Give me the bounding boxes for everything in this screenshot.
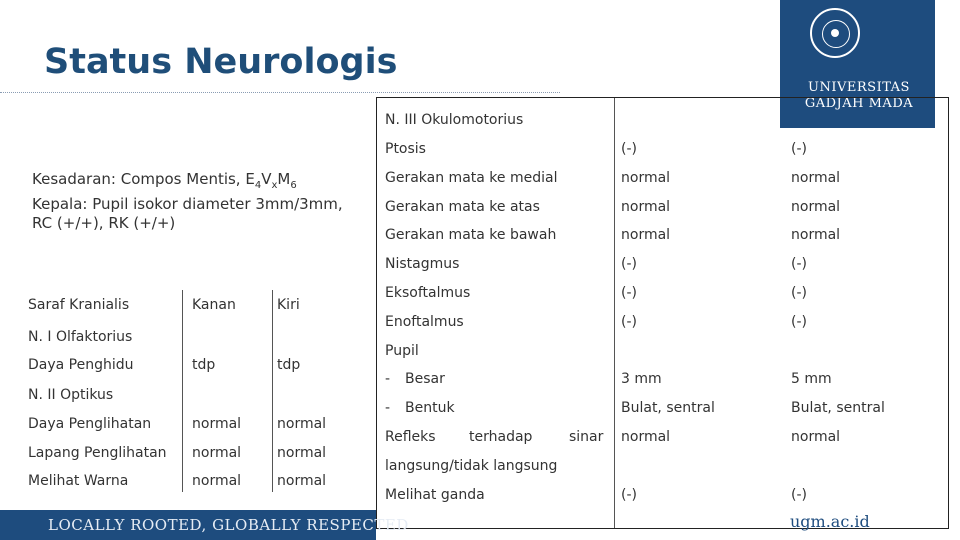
- page-title: Status Neurologis: [44, 42, 398, 82]
- footer-banner: [0, 510, 409, 540]
- kesadaran-line: Kesadaran: Compos Mentis, $E_4V_xM_6$: [32, 170, 297, 191]
- title-divider: [0, 92, 560, 93]
- header-saraf: Saraf Kranialis: [28, 297, 130, 313]
- header-okulomotorius: N. III Okulomotorius: [385, 112, 524, 128]
- logo-line-1: UNIVERSITAS: [808, 80, 910, 95]
- logo-line-2: GADJAH MADA: [804, 96, 914, 111]
- section-pupil: Pupil: [385, 343, 419, 359]
- footer-url: ugm.ac.id: [790, 512, 870, 531]
- general-status: [32, 170, 362, 233]
- reflex-line: RC (+/+), RK (+/+): [32, 214, 176, 232]
- table-divider: [614, 98, 615, 528]
- table-row: Daya Penghidu tdp tdp: [28, 357, 301, 373]
- ugm-seal-icon: [810, 8, 860, 58]
- footer-tagline: LOCALLY ROOTED, GLOBALLY RESPECTED: [48, 516, 409, 534]
- table-row: Daya Penglihatan normal normal: [28, 416, 327, 432]
- section-optikus: N. II Optikus: [28, 387, 114, 403]
- table-row: Melihat Warna normal normal: [28, 473, 327, 489]
- table-section-row: [28, 387, 348, 409]
- header-kanan: Kanan: [192, 297, 236, 313]
- table-section-row: [28, 329, 348, 351]
- table-row: Lapang Penglihatan normal normal: [28, 445, 327, 461]
- section-olfaktorius: N. I Olfaktorius: [28, 329, 133, 345]
- header-kiri: Kiri: [277, 297, 300, 313]
- table-header-row: [28, 297, 348, 319]
- oculomotor-table: N. III Okulomotorius Ptosis (-) (-) Gerakan mata ke medial normal normal Gerakan mata ke atas normal normal Gerakan mata ke bawah normal normal Nistagmus (-) (-) Eksoftalmus (-) (-) Enoftalmus (-) (-) Pupil - Besar 3 mm 5 mm - Bentuk Bulat, sentral Bulat, sentral Refleks terhadap sinar normal normal langsung/tidak langsung Melihat ganda (-) (-): [376, 97, 949, 529]
- kepala-line: Kepala: Pupil isokor diameter 3mm/3mm,: [32, 195, 343, 213]
